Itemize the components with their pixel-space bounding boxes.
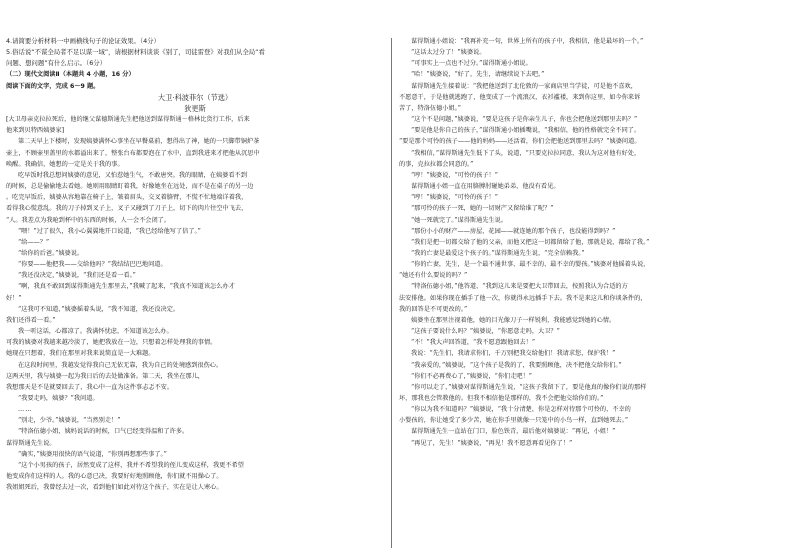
story-line: “要是他是你自己的孩子，”谋得斯通小姐插嘴说，“我相信，他的性格就完全不同了。	[411, 127, 641, 135]
story-line: “你可以走了，”姨婆对谋得斯通先生说，“这孩子我留下了，要是他真的像你们说的那样	[411, 383, 647, 391]
ellipsis-line: ……	[18, 406, 33, 414]
story-line: “哈！”姨婆说，“好了，先生，请继续说下去吧。”	[411, 71, 545, 79]
story-line: 我一听这话，心都凉了。我满怀忧虑，不知道该怎么办。	[18, 328, 173, 336]
story-line: “可事实上一点也不过分。”谋得斯通小姐说。	[411, 60, 532, 68]
story-line: 可我的姨婆对我越来越冷淡了，她把我放在一边，只想着怎样处理我的事情。	[6, 339, 217, 347]
story-line: 坏，那我也会管教他的。但我不相信他是那样的，我不会把他交给你们的。”	[399, 395, 604, 402]
story-line: 看得我心慌意乱。我的刀子掉到叉子上，叉子又碰到了刀子上，切下的肉片往空中飞去，	[6, 205, 248, 213]
story-line: “不！”我大声回答道，“我不愿意跟他回去！”	[411, 339, 536, 347]
column-divider	[391, 38, 392, 548]
story-line: 谋得斯通小姐一直在用胳膊肘碰她弟弟，他没有看见。	[411, 183, 560, 191]
story-line: “这个不是问题，”姨婆说，“要是这孩子是你亲生儿子，你也会把他送到那里去吗？”	[411, 116, 638, 124]
story-line: 她现在只想着，我们在那里对我来说简直是一大难题。	[6, 350, 155, 358]
story-line: 。吃完早饭后，姨婆从容地靠在椅子上，皱着眉头，交叉着胳臂，不慌不忙地端详着我，	[6, 194, 248, 202]
story-line: 我的回答是不可更改的。”	[399, 305, 468, 313]
story-line: 这两天里，我与姨婆一起为我日后的去处做准备。第二天，我坐在那儿，	[6, 372, 204, 380]
story-line: “确实，”姨婆用很快的语气说道，“你别再想那些事了。”	[18, 450, 167, 458]
story-line: 我想那天是不是就要回去了，我心中一直为这件事忐忑不安。	[6, 383, 174, 391]
story-line: 他变成你们这样的人。我的心意已决，我要好好地照顾他，你们就不用操心了。	[6, 473, 223, 481]
story-line: 谋得斯通先生说。	[6, 439, 56, 447]
question-5: 5.俗话说“不谋全局者不足以谋一域”，请根据材料谈谈《别了，司徒雷登》对我们从全局“看	[6, 48, 265, 57]
story-line: “要是那个可怜的孩子——他的妈妈——还活着，你们会把他送到那里去吗？”姨婆问道。	[399, 138, 641, 146]
story-line: “我的亡妻是最爱这个孩子的。”谋得斯通先生说，“完全信赖我。”	[411, 249, 585, 257]
story-line: “人。我差点为我呛到杯中的东西的时候，人一会不会闭了。	[6, 216, 171, 224]
story-line: “她还有什么要说的吗？”	[399, 272, 468, 280]
story-line: 吃早饭时我总想问姨婆的意见，又怕惹她生气，不敢唐突。我的眼睛，在姨婆看不到	[18, 171, 247, 179]
story-line: 第二天早上下楼时，发现姨婆满怀心事坐在早餐桌前，想得出了神，她的一只脚带铜炉茶	[18, 138, 260, 146]
story-line: “那份小小的财产——房屋、花园——就连她的那个孩子，也没能得到吗？”	[411, 227, 616, 235]
story-line: 谋得斯通小姐说：“我再补充一句，世界上所有的孩子中，我相信，他是最坏的一个。”	[411, 38, 644, 45]
story-line: “别走，少爷。”姨婆说，“当然别走！”	[18, 417, 121, 425]
story-line: “特洛伍德小姐，”他答道，“我到这儿来是要把大卫带回去，按照我认为合适的方	[411, 283, 628, 291]
reading-instruction: 阅读下面的文字，完成 6～9 题。	[6, 82, 100, 90]
story-line: 的时候，总是偷偷地去看她。她则用眼睛盯着我，好像她坐在远处，而不是在桌子的另一边	[6, 183, 254, 191]
story-author: 狄更斯	[184, 103, 206, 113]
story-line: “你们不必再费心了，”姨婆说，“你们走吧！”	[411, 372, 532, 380]
story-line: “喂！”过了很久，我小心翼翼地开口说道，“我已经给他写了信了。”	[18, 227, 201, 235]
story-line: 我姐姐死后，我曾经去过一次，看到他们如此对待这个孩子，实在是让人寒心。	[6, 484, 223, 492]
story-line: 小婴孩的，你让她受了多少苦，她在你手里就像一只笼中的小鸟一样，直到她死去。”	[399, 417, 628, 425]
story-line: “那可怜的孩子一死，她的一切财产又留给谁了呢？”	[411, 205, 554, 213]
story-line: “再见了，先生！”姨婆说，“再见！我不愿意再看见你了！”	[411, 439, 573, 447]
left-column	[6, 36, 384, 493]
story-title: 大卫·科波菲尔（节选）	[157, 92, 233, 102]
story-line: “你要——他把我——交给他吗？”我结结巴巴地问道。	[18, 261, 167, 269]
story-line: “哼！”姨婆说，“可怜的孩子！”	[411, 194, 498, 202]
story-line: “你以为我不知道吗？”姨婆说，“我十分清楚，你是怎样对待那个可怜的、不幸的	[411, 406, 631, 414]
story-line: “哼！”姨婆说，“可怜的孩子！”	[411, 171, 498, 179]
question-5-cont: 问题、想问题”有什么启示。（6分）	[6, 59, 107, 68]
story-line: “这个小男孩的孩子，居然变成了这样，我并不希望我的侄儿变成这样，我更不希望	[18, 461, 244, 469]
story-line: 好！”	[6, 294, 22, 302]
story-line: 的事，克拉拉都会同意的。”	[399, 160, 474, 168]
story-line: “给——？”	[18, 238, 50, 246]
story-line: 谋得斯通先生一直站在门口，脸色铁青，最后他对姨婆说：“再见，小姐！”	[411, 428, 616, 436]
story-line: 壶上，不顾壶里盖里的水都溢出来了，整张台布都要泡在了水中，直到我进来才把他从沉思中	[6, 149, 260, 157]
story-line: 在这段时间里，我越发觉得我自己无依无靠，我为自己的处境感到很伤心。	[18, 361, 223, 369]
story-line: 法安排他。如果你现在插手了他一次，你就得永远插手下去。我不是来这儿和你谈条件的，	[399, 294, 647, 302]
story-line: “我要走吗，姨婆？”我问道。	[18, 395, 99, 402]
story-line: “这孩子要说什么吗？”姨婆说，“你愿意走吗，大卫？”	[411, 328, 560, 336]
story-line: “啊，我真不敢回到谋得斯通先生那里去，”我喊了起来，“我真不知道该怎么办才	[18, 283, 235, 291]
story-line: “特洛伍德小姐，姨妈说话的时候，口气已经变得温和了许多。	[18, 428, 189, 436]
story-line: “我亲爱的，”姨婆说，“这个孩子是我的了，我要照顾他，决不把他交给你们。”	[411, 361, 622, 369]
story-line: “我们是把一切都交给了他的父亲，而他又把这一切都留给了他，那就是说，都给了我。”	[411, 238, 650, 246]
story-line: 谋得斯通先生接着说：“我把他送到了北伦敦的一家商店里当学徒，可是他不喜欢，	[411, 82, 637, 90]
right-column	[399, 36, 779, 449]
intro-line: [大卫母亲克拉拉死后，他的继父谋德斯通先生把他送到谋得斯通－格林比货行工作，后来	[6, 116, 250, 124]
story-line: “我相信，”谋得斯通先生低下了头，说道，“只要克拉拉同意，我认为这对他有好处，	[411, 149, 641, 157]
story-line: 姨婆坐在那里注视着他，她的目光像刀子一样锐利，我能感觉到她的心情。	[411, 316, 616, 324]
story-line: 唤醒。我确信，她想的一定是关于我的事。	[6, 160, 124, 168]
question-4: 4.请简要分析材料一中画横线句子的论证效果。（4分）	[6, 37, 160, 45]
story-line: 不愿意干，于是他就逃跑了，他变成了一个流浪汉，衣衫褴褛，来到你这里，如今你来诉	[399, 93, 641, 101]
intro-line: 他来到贝特西姨婆家]	[6, 127, 65, 135]
story-line: 我们还得看一看。”	[6, 316, 56, 324]
story-line: “她一死就完了。”谋得斯通先生说。	[411, 216, 508, 224]
story-line: “给你的后爸。”姨婆说。	[18, 249, 84, 257]
section-heading: （二）现代文阅读Ⅱ（本题共 4 小题，16 分）	[6, 71, 135, 79]
story-line: 我说：“先生们，我请求你们，千万别把我交给他们！我请求您，保护我！”	[411, 350, 616, 358]
story-line: 苦了，特洛伍德小姐。”	[399, 104, 461, 112]
story-line: “你的亡妻，先生，是一个最不通世事、最不幸的、最不幸的婴孩。”姨婆对他摇着头说，	[411, 261, 650, 269]
story-line: “这我可不知道，”姨婆摇着头说，“我不知道，我还没决定。	[18, 305, 180, 313]
story-line: “我还没决定，”姨婆说，“我们还是看一看。”	[18, 272, 136, 280]
story-line: “这话太过分了！”姨婆说。	[411, 49, 486, 57]
